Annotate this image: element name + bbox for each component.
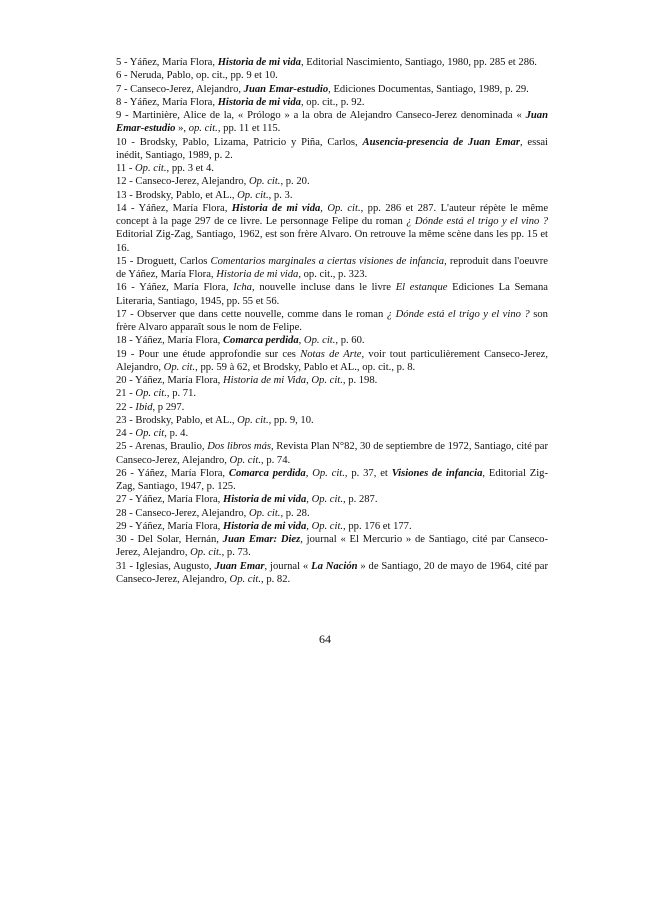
- endnote-19: [116, 348, 548, 375]
- endnote-text: ¿ Dónde está el trigo y el vino ?: [386, 308, 530, 320]
- endnote-text: Historia de mi vida: [222, 494, 307, 506]
- endnote-text: Comentarios marginales a ciertas visiones de infancia: [210, 255, 445, 267]
- endnote-22: [116, 401, 548, 414]
- endnote-text: , reproduit dans l'oeuvre de Yáñez, María Flora,: [116, 255, 548, 280]
- endnote-text: Historia de mi vida: [216, 269, 299, 280]
- endnote-text: 23 - Brodsky, Pablo, et AL.,: [116, 414, 238, 426]
- endnote-text: ,: [305, 467, 313, 479]
- endnote-text: Juan Emar: Diez: [222, 534, 301, 545]
- endnote-text: Op. cit.: [190, 547, 222, 559]
- endnote-text: , p. 82.: [261, 573, 291, 585]
- endnote-text: 15 - Droguett, Carlos: [116, 255, 211, 267]
- endnote-text: 19 - Pour une étude approfondie sur ces: [116, 348, 301, 360]
- endnote-text: 13 - Brodsky, Pablo, et AL.,: [116, 189, 238, 201]
- endnote-text: Op. cit.: [135, 388, 167, 400]
- endnote-text: , p. 73.: [221, 547, 251, 559]
- endnote-text: 7 - Canseco-Jerez, Alejandro,: [116, 83, 244, 95]
- endnote-text: 17 - Observer que dans cette nouvelle, comme dans le roman: [116, 308, 387, 320]
- endnote-text: , pp. 176 et 177.: [343, 520, 412, 532]
- endnote-text: 12 - Canseco-Jerez, Alejandro,: [116, 176, 249, 188]
- endnote-28: [116, 507, 548, 520]
- endnote-text: Op. cit.: [312, 467, 345, 479]
- endnote-18: [116, 334, 548, 347]
- endnote-text: , journal « El Mercurio » de Santiago, cité par Canseco-Jerez, Alejandro,: [116, 534, 548, 559]
- endnote-text: , p. 60.: [335, 335, 365, 347]
- endnote-text: » de Santiago, 20 de mayo de 1964, cité par Canseco-Jerez, Alejandro,: [116, 560, 548, 585]
- endnote-7: [116, 83, 548, 96]
- endnote-text: Juan Emar-estudio: [116, 110, 548, 135]
- endnote-text: 28 - Canseco-Jerez, Alejandro,: [116, 507, 249, 519]
- endnote-text: ,: [298, 335, 304, 347]
- endnote-text: , pp. 59 à 62, et Brodsky, Pablo et AL., op. cit., p. 8.: [195, 361, 416, 373]
- endnote-29: [116, 520, 548, 533]
- endnote-11: [116, 162, 548, 175]
- endnote-text: Historia de mi vida: [217, 57, 301, 68]
- endnote-8: [116, 96, 548, 109]
- endnote-text: Notas de Arte: [300, 348, 362, 360]
- endnote-text: , p. 198.: [342, 375, 378, 386]
- endnote-text: Op. cit.: [237, 414, 269, 426]
- endnote-21: [116, 387, 548, 400]
- endnote-text: 18 - Yáñez, María Flora,: [116, 335, 223, 347]
- endnote-text: , op. cit., p. 92.: [300, 96, 365, 108]
- endnote-text: 9 - Martinière, Alice de la, « Prólogo » a la obra de Alejandro Canseco-Jerez denominada «: [116, 110, 526, 121]
- endnote-text: Ausencia-presencia de Juan Emar: [362, 136, 520, 148]
- endnote-17: [116, 308, 548, 335]
- endnote-text: Comarca perdida: [228, 467, 306, 479]
- endnote-text: 16 - Yáñez, María Flora,: [116, 282, 234, 294]
- endnote-text: , Revista Plan N°82, 30 de septiembre de 1972, Santiago, cité par Canseco-Jerez, Alejandro,: [116, 441, 548, 466]
- endnote-text: , journal «: [264, 560, 312, 572]
- endnote-text: Op. cit: [135, 428, 165, 439]
- endnote-text: La Nación: [311, 560, 358, 572]
- endnote-text: , pp. 11 et 115.: [217, 123, 281, 135]
- endnote-30: [116, 533, 548, 560]
- endnote-24: [116, 427, 548, 440]
- endnote-text: , p. 4.: [164, 428, 189, 439]
- endnote-text: son frère Alvaro apparaît sous le nom de Felipe.: [116, 308, 548, 333]
- endnote-text: Dos libros más: [207, 441, 271, 453]
- endnote-text: Op. cit.: [311, 375, 343, 386]
- page-number: 64: [319, 632, 331, 646]
- endnote-text: 6 - Neruda, Pablo, op. cit., pp. 9 et 10.: [116, 70, 278, 82]
- endnote-text: , nouvelle incluse dans le livre: [251, 282, 396, 294]
- endnote-27: [116, 493, 548, 506]
- endnote-text: , voir tout particulièrement Canseco-Jerez, Alejandro,: [116, 348, 548, 373]
- endnote-text: »,: [175, 123, 189, 135]
- endnote-text: , p. 71.: [166, 388, 197, 400]
- endnote-text: Editorial Zig-Zag, Santiago, 1962, est son frère Alvaro. On retrouve la même scène dans les pp. 15 et 16.: [116, 229, 548, 254]
- endnote-20: [116, 374, 548, 387]
- endnote-16: [116, 281, 548, 308]
- endnote-text: ,: [306, 494, 312, 506]
- endnote-text: El estanque: [395, 282, 448, 294]
- endnote-text: Op. cit.: [248, 176, 281, 188]
- endnote-text: , p. 37, et: [344, 467, 392, 479]
- endnote-6: [116, 69, 548, 82]
- endnote-text: , Editorial Zig-Zag, Santiago, 1947, p. 125.: [116, 467, 548, 492]
- endnote-text: , p 297.: [152, 401, 185, 413]
- endnote-text: , p. 3.: [268, 189, 293, 201]
- endnote-text: Historia de mi Vida: [222, 375, 307, 386]
- endnote-5: [116, 56, 548, 69]
- endnote-text: Op. cit.: [135, 163, 167, 174]
- endnote-15: [116, 255, 548, 282]
- endnote-text: 5 - Yáñez, María Flora,: [116, 57, 218, 68]
- endnote-text: 10 - Brodsky, Pablo, Lizama, Patricio y Piña, Carlos,: [116, 136, 363, 148]
- endnote-text: Juan Emar: [214, 560, 265, 572]
- endnote-text: , Editorial Nascimiento, Santiago, 1980, pp. 285 et 286.: [300, 57, 537, 68]
- endnote-text: 8 - Yáñez, María Flora,: [116, 96, 218, 108]
- endnote-text: 20 - Yáñez, María Flora,: [116, 375, 223, 386]
- endnote-text: ,: [306, 375, 312, 386]
- endnote-text: Op. cit.: [327, 202, 361, 214]
- endnote-text: 26 - Yáñez, María Flora,: [116, 467, 229, 479]
- endnote-14: [116, 202, 548, 255]
- endnote-text: Historia de mi vida: [222, 520, 307, 532]
- endnote-text: , p. 20.: [280, 176, 310, 188]
- endnote-10: [116, 136, 548, 163]
- endnote-text: ¿ Dónde está el trigo y el vino ?: [406, 216, 548, 227]
- endnote-text: 11 -: [116, 163, 136, 174]
- endnote-text: Op. cit.: [303, 335, 336, 347]
- endnote-text: 21 -: [116, 388, 136, 400]
- endnote-text: 30 - Del Solar, Hernán,: [116, 534, 223, 545]
- endnote-text: 22 -: [116, 401, 136, 413]
- endnote-text: Ediciones La Semana Literaria, Santiago, 1945, pp. 55 et 56.: [116, 282, 548, 307]
- endnote-text: , pp. 3 et 4.: [166, 163, 214, 174]
- endnote-31: [116, 560, 548, 587]
- endnote-12: [116, 175, 548, 188]
- endnote-text: 27 - Yáñez, María Flora,: [116, 494, 223, 506]
- endnote-text: Ibid: [135, 401, 153, 413]
- endnote-text: Op. cit.: [311, 520, 344, 532]
- endnote-text: Historia de mi vida: [231, 202, 321, 214]
- endnote-9: [116, 109, 548, 136]
- endnote-text: 29 - Yáñez, María Flora,: [116, 520, 223, 532]
- endnote-text: , p. 28.: [280, 507, 310, 519]
- endnote-13: [116, 189, 548, 202]
- endnotes-list: [116, 56, 548, 586]
- endnote-text: , pp. 9, 10.: [268, 414, 314, 426]
- endnote-text: Op. cit.: [229, 573, 262, 585]
- endnote-text: , pp. 286 et 287. L'auteur répète le même concept à la page 297 de ce livre. Le personnage Felipe du roman: [116, 202, 549, 227]
- endnote-text: 25 - Arenas, Braulio,: [116, 441, 208, 453]
- endnote-text: ,: [320, 202, 328, 214]
- endnote-text: Op. cit.: [229, 454, 262, 466]
- endnote-text: 14 - Yáñez, María Flora,: [116, 202, 232, 214]
- endnote-text: Op. cit.: [248, 507, 281, 519]
- endnote-text: Historia de mi vida: [217, 96, 301, 108]
- endnote-text: ,: [306, 520, 312, 532]
- endnote-26: [116, 467, 548, 494]
- endnote-text: , op. cit., p. 323.: [298, 269, 368, 280]
- endnote-text: Op. cit.: [237, 189, 269, 201]
- endnote-23: [116, 414, 548, 427]
- endnote-text: , p. 74.: [261, 454, 291, 466]
- endnote-text: , essai inédit, Santiago, 1989, p. 2.: [116, 136, 549, 161]
- endnote-text: Comarca perdida: [222, 335, 299, 347]
- endnote-text: Visiones de infancia: [391, 467, 483, 479]
- endnote-text: 24 -: [116, 428, 136, 439]
- endnote-text: Icha: [233, 282, 252, 294]
- endnote-text: op. cit.: [188, 123, 218, 135]
- endnote-text: 31 - Iglesias, Augusto,: [116, 560, 215, 572]
- endnote-text: Op. cit.: [163, 361, 196, 373]
- endnote-25: [116, 440, 548, 467]
- endnote-text: , p. 287.: [343, 494, 378, 506]
- endnote-text: Op. cit.: [311, 494, 344, 506]
- endnote-text: , Ediciones Documentas, Santiago, 1989, p. 29.: [328, 83, 529, 95]
- endnote-text: Juan Emar-estudio: [243, 83, 329, 95]
